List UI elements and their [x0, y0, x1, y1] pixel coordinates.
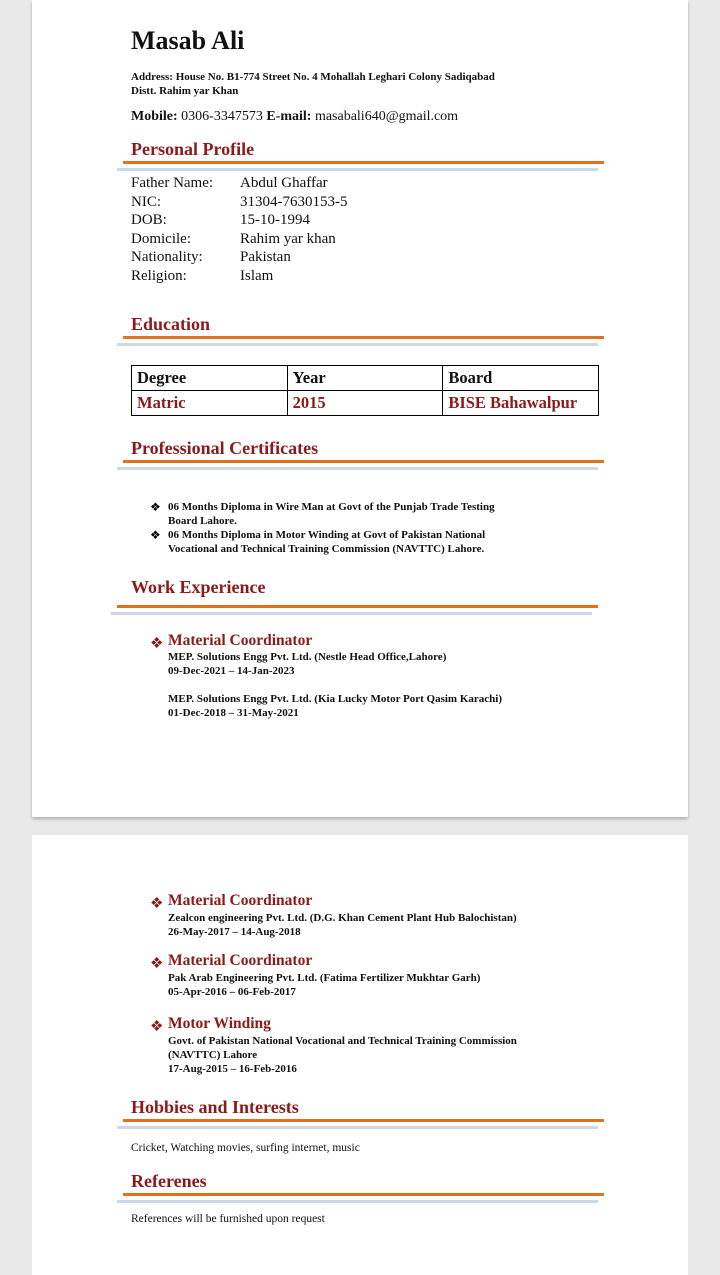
education-table — [131, 365, 599, 416]
contact-line — [131, 109, 458, 125]
section-rule — [123, 1193, 604, 1196]
section-title-references: Referenes — [131, 1171, 207, 1191]
profile-label: Nationality: — [131, 249, 203, 266]
job-dates: 17-Aug-2015 – 16-Feb-2016 — [168, 1063, 297, 1075]
bullet-icon: ❖ — [150, 528, 161, 542]
profile-label: DOB: — [131, 212, 167, 229]
bullet-icon: ❖ — [150, 636, 164, 652]
header-cell: Degree — [132, 366, 288, 391]
section-title-education: Education — [131, 314, 211, 334]
profile-value: Islam — [240, 267, 274, 284]
address-line-1: Address: House No. B1-774 Street No. 4 Mohallah Leghari Colony Sadiqabad — [131, 71, 495, 83]
job-title: Material Coordinator — [168, 892, 313, 909]
address — [131, 70, 495, 98]
certificate-item — [168, 528, 485, 556]
section-rule-shadow — [117, 343, 598, 346]
section-title-certificates: Professional Certificates — [131, 438, 319, 458]
resume-page-2 — [32, 835, 688, 1275]
references-text: References will be furnished upon request — [131, 1213, 325, 1225]
section-rule — [123, 1119, 604, 1122]
section-rule-shadow — [117, 1126, 598, 1129]
job-title: Material Coordinator — [168, 952, 313, 969]
certificate-line: Vocational and Technical Training Commission (NAVTTC) Lahore. — [168, 543, 485, 555]
section-rule-shadow — [117, 168, 598, 171]
job-dates: 05-Apr-2016 – 06-Feb-2017 — [168, 986, 296, 998]
candidate-name: Masab Ali — [131, 26, 245, 55]
address-line-2: Distt. Rahim yar Khan — [131, 85, 239, 97]
resume-page-1 — [32, 0, 688, 817]
job-company: Govt. of Pakistan National Vocational and Technical Training Commission — [168, 1035, 517, 1047]
job-dates: 01-Dec-2018 – 31-May-2021 — [168, 707, 299, 719]
degree-cell: Matric — [132, 391, 288, 416]
header-cell: Year — [287, 366, 443, 391]
bullet-icon: ❖ — [150, 896, 164, 912]
section-rule-shadow — [117, 1200, 598, 1203]
job-company: Zealcon engineering Pvt. Ltd. (D.G. Khan Cement Plant Hub Balochistan) — [168, 912, 517, 924]
certificate-line: 06 Months Diploma in Motor Winding at Govt of Pakistan National — [168, 529, 486, 541]
job-dates: 09-Dec-2021 – 14-Jan-2023 — [168, 665, 295, 677]
job-dates: 26-May-2017 – 14-Aug-2018 — [168, 926, 301, 938]
education-table-row — [132, 391, 599, 416]
section-rule — [123, 336, 604, 339]
certificate-line: 06 Months Diploma in Wire Man at Govt of the Punjab Trade Testing — [168, 501, 495, 513]
mobile-label: Mobile: — [131, 109, 178, 124]
job-title: Motor Winding — [168, 1015, 271, 1032]
profile-value: 31304-7630153-5 — [240, 193, 348, 210]
profile-value: Abdul Ghaffar — [240, 175, 328, 191]
section-rule — [123, 460, 604, 463]
hobbies-text: Cricket, Watching movies, surfing internet, music — [131, 1142, 360, 1154]
profile-label: Religion: — [131, 267, 187, 284]
bullet-icon: ❖ — [150, 500, 161, 514]
header-cell: Board — [443, 366, 599, 391]
education-table-header — [132, 366, 599, 391]
profile-value: 15-10-1994 — [240, 212, 310, 229]
profile-value: Rahim yar khan — [240, 230, 336, 247]
profile-label: NIC: — [131, 193, 161, 210]
personal-profile-list — [131, 174, 348, 286]
section-rule — [117, 605, 598, 608]
job-company: Pak Arab Engineering Pvt. Ltd. (Fatima Fertilizer Mukhtar Garh) — [168, 972, 481, 984]
profile-row — [131, 230, 348, 249]
profile-label: Father Name: — [131, 175, 214, 191]
job-company: MEP. Solutions Engg Pvt. Ltd. (Kia Lucky Motor Port Qasim Karachi) — [168, 693, 502, 705]
section-rule-shadow — [111, 612, 592, 615]
job-company-line-2: (NAVTTC) Lahore — [168, 1049, 258, 1061]
email-label: E-mail: — [266, 109, 312, 124]
profile-row — [131, 174, 348, 193]
bullet-icon: ❖ — [150, 1019, 164, 1035]
section-title-hobbies: Hobbies and Interests — [131, 1097, 299, 1117]
profile-row — [131, 211, 348, 230]
job-title: Material Coordinator — [168, 632, 313, 649]
section-title-personal-profile: Personal Profile — [131, 139, 255, 159]
profile-row — [131, 267, 348, 286]
year-cell: 2015 — [287, 391, 443, 416]
section-title-work-experience: Work Experience — [131, 577, 266, 597]
job-company: MEP. Solutions Engg Pvt. Ltd. (Nestle Head Office,Lahore) — [168, 651, 447, 663]
mobile-number: 0306-3347573 — [181, 109, 263, 124]
board-cell: BISE Bahawalpur — [443, 391, 599, 416]
profile-row — [131, 248, 348, 267]
certificate-line: Board Lahore. — [168, 515, 237, 527]
section-rule — [123, 161, 604, 164]
profile-label: Domicile: — [131, 230, 191, 247]
bullet-icon: ❖ — [150, 956, 164, 972]
email-address: masabali640@gmail.com — [314, 109, 459, 124]
profile-value: Pakistan — [240, 249, 291, 266]
section-rule-shadow — [117, 467, 598, 470]
certificate-item — [168, 500, 495, 528]
profile-row — [131, 193, 348, 212]
